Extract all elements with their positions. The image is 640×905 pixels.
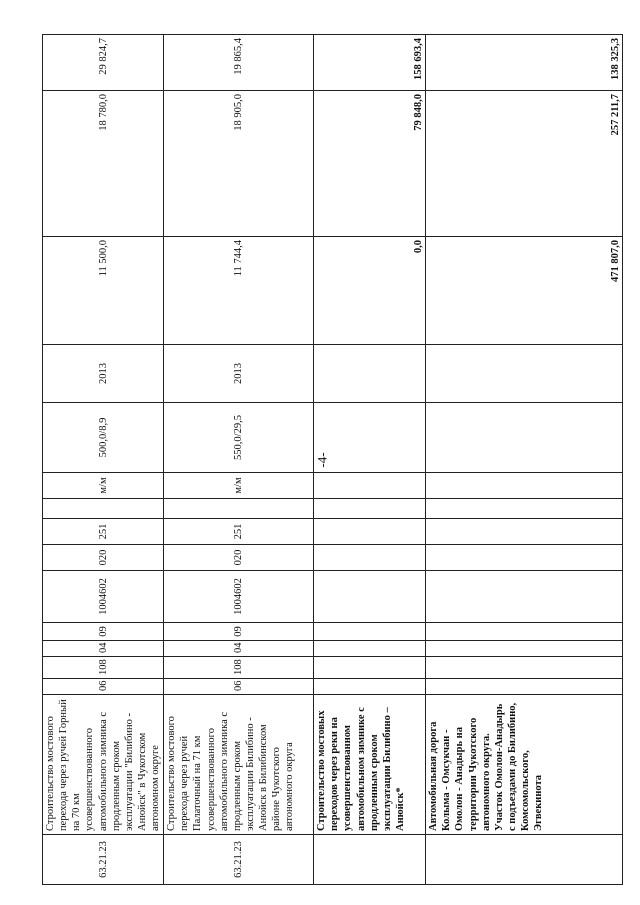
- cell-c5: [314, 571, 426, 623]
- cell-c7: 251: [43, 519, 164, 545]
- cell-value-1: 471 807,0: [426, 237, 623, 345]
- table-row: [426, 35, 623, 885]
- cell-c2: [426, 657, 623, 679]
- cell-c1: 06: [164, 679, 314, 695]
- cell-value-3: 19 865,4: [164, 35, 314, 91]
- cell-c2: 108: [43, 657, 164, 679]
- cell-value-1: 0,0: [314, 237, 426, 345]
- cell-c3: 04: [164, 641, 314, 657]
- cell-unit: м/м: [164, 473, 314, 499]
- cell-c4: 09: [43, 623, 164, 641]
- cell-capacity: [426, 403, 623, 473]
- row-code: [426, 835, 623, 885]
- cell-value-2: 79 848,0: [314, 91, 426, 237]
- cell-c7: 251: [164, 519, 314, 545]
- cell-c6: 020: [43, 545, 164, 571]
- table-row: [43, 35, 164, 885]
- cell-c3: 04: [43, 641, 164, 657]
- cell-blank: [43, 499, 164, 519]
- cell-unit: [426, 473, 623, 499]
- cell-value-2: 18 780,0: [43, 91, 164, 237]
- cell-c3: [314, 641, 426, 657]
- cell-c4: 09: [164, 623, 314, 641]
- cell-c1: [426, 679, 623, 695]
- cell-year: 2013: [164, 345, 314, 403]
- cell-c2: [314, 657, 426, 679]
- page-number: -4-: [314, 452, 330, 468]
- cell-c1: 06: [43, 679, 164, 695]
- cell-c5: [426, 571, 623, 623]
- cell-c5: 1004602: [43, 571, 164, 623]
- cell-value-1: 11 744,4: [164, 237, 314, 345]
- cell-c5: 1004602: [164, 571, 314, 623]
- cell-value-3: 138 325,3: [426, 35, 623, 91]
- cell-unit: [314, 473, 426, 499]
- row-description: Строительство мостовых переходов через реки на усовершенствованном автомобильном зимнике с продленным сроком эксплуатации Билибино – Анюйск*: [314, 695, 426, 835]
- cell-capacity: 500,0/8,9: [43, 403, 164, 473]
- budget-table: [42, 34, 623, 885]
- cell-capacity: 550,0/29,5: [164, 403, 314, 473]
- cell-c2: 108: [164, 657, 314, 679]
- cell-value-2: 18 905,0: [164, 91, 314, 237]
- table-row: [314, 35, 426, 885]
- budget-table-rotated: [42, 35, 622, 885]
- cell-c7: [314, 519, 426, 545]
- cell-c6: 020: [164, 545, 314, 571]
- cell-c6: [426, 545, 623, 571]
- cell-value-3: 158 693,4: [314, 35, 426, 91]
- row-description: Автомобильная дорога Колыма - Омсукчан - Омолон - Анадырь на территории Чукотского автономного округа. Участок Омолон-Анадырь с подъездами до Билибино, Комсомольского, Эгвекинота: [426, 695, 623, 835]
- cell-c4: [314, 623, 426, 641]
- cell-value-1: 11 500,0: [43, 237, 164, 345]
- cell-year: 2013: [43, 345, 164, 403]
- cell-c4: [426, 623, 623, 641]
- cell-year: [314, 345, 426, 403]
- cell-capacity: [314, 403, 426, 473]
- cell-year: [426, 345, 623, 403]
- cell-blank: [314, 499, 426, 519]
- cell-value-2: 257 211,7: [426, 91, 623, 237]
- cell-blank: [164, 499, 314, 519]
- row-code: 63.21.23: [164, 835, 314, 885]
- cell-c6: [314, 545, 426, 571]
- table-row: [164, 35, 314, 885]
- row-description: Строительство мостового перехода через ручей Горный на 70 км усовершенствованного автомобильного зимника с продленным сроком эксплуатации "Билибино - Анюйск" в Чукотском автономном округе: [43, 695, 164, 835]
- row-description: Строительство мостового перехода через ручей Палаточный на 71 км усовершенствованного автомобильного зимника с продленным сроком эксплуатации Билибино - Анюйск в Билибинском районе Чукотского автономного округа: [164, 695, 314, 835]
- row-code: 63.21.23: [43, 835, 164, 885]
- cell-c3: [426, 641, 623, 657]
- cell-blank: [426, 499, 623, 519]
- row-code: [314, 835, 426, 885]
- cell-c7: [426, 519, 623, 545]
- cell-unit: м/м: [43, 473, 164, 499]
- cell-c1: [314, 679, 426, 695]
- cell-value-3: 29 824,7: [43, 35, 164, 91]
